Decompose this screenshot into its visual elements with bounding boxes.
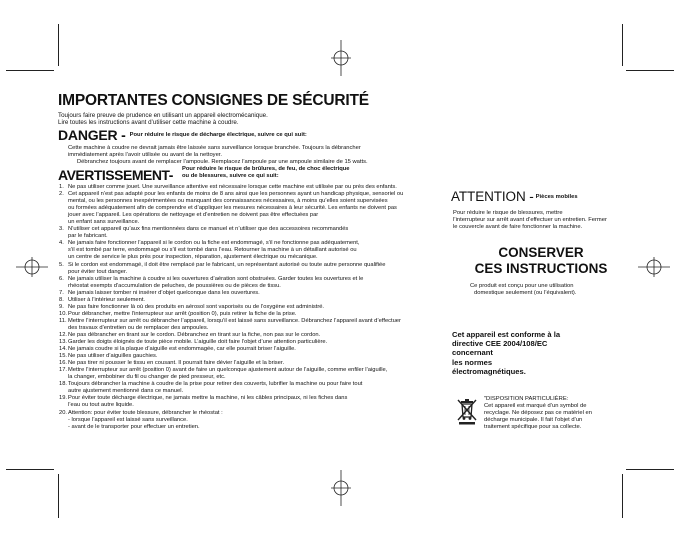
attention-line: le couvercle avant de faire fonctionner la machine.: [453, 224, 583, 231]
crop-mark: [6, 469, 54, 470]
warning-item-line: Ne pas tirer ni pousser le tissu en cousant. Il pourrait faire dévier l’aiguille et la briser.: [68, 360, 285, 367]
warning-item-line: Ne jamais coudre si la plaque d’aiguille est endommagée, car elle pourrait briser l’aiguille.: [68, 346, 296, 353]
warning-item-line: Pour débrancher, mettre l’interrupteur sur arrêt (position 0), puis retirer la fiche de la prise.: [68, 310, 297, 317]
warning-item: [59, 353, 454, 360]
keep-instructions-heading: [466, 245, 616, 277]
warning-item-line: Ne pas débrancher en tirant sur le cordon. Débranchez en tirant sur la fiche, non pas sur le cordon.: [68, 331, 321, 338]
warning-item-line: mental, ou les personnes inexpérimentées ou manquant des connaissances nécessaires, à moins qu’elles soient supervisées: [68, 198, 388, 205]
warning-item-line: Si le cordon est endommagé, il doit être remplacé par le fabricant, un représentant autorisé ou toute autre personne qualifiée: [68, 261, 386, 268]
warning-item-line: rhéostat exempts d’accumulation de peluches, de poussières ou de pièces de tissu.: [68, 282, 281, 289]
warning-item: [59, 240, 454, 261]
warning-subheading-line: Pour réduire le risque de brûlures, de feu, de choc électrique: [182, 166, 350, 172]
warning-item: [59, 410, 454, 431]
warning-item-line: Utiliser à l’intérieur seulement.: [68, 296, 146, 303]
warning-item-line: Pour éviter toute décharge électrique, ne jamais mettre la machine, ni les câbles principaux, ni les fiches dans: [68, 395, 348, 402]
danger-line: Débranchez toujours avant de remplacer l’ampoule. Remplacez l’ampoule par une ampoule similaire de 15 watts.: [77, 159, 368, 166]
attention-body: [453, 210, 643, 232]
conformity-line: directive CEE 2004/108/EC: [452, 339, 548, 349]
warning-item-number: 5.: [59, 261, 64, 268]
keep-heading-line: CES INSTRUCTIONS: [474, 261, 608, 276]
keep-heading-line: CONSERVER: [498, 245, 584, 260]
registration-mark-icon: [330, 470, 352, 506]
disposal-notice: [484, 396, 634, 431]
warning-item-line: un enfant sans surveillance.: [68, 219, 140, 226]
warning-item-line: ou formées adéquatement afin de comprendre et d’appliquer les mesures nécessaires à leur sécurité. Les enfants ne doivent pas: [68, 205, 397, 212]
warning-subheading-line: ou de blessures, suivre ce qui suit:: [182, 172, 279, 179]
warning-item: [59, 311, 454, 318]
warning-item-line: l’eau ou tout autre liquide.: [68, 402, 134, 409]
warning-item: [59, 304, 454, 311]
attention-line: Pour réduire le risque de blessures, mettre: [453, 210, 563, 216]
warning-item-line: Cet appareil n’est pas adapté pour les enfants de moins de 8 ans ainsi que les personnes ayant un handicap physique, sensoriel ou: [68, 191, 404, 198]
crop-mark: [6, 70, 54, 71]
danger-body: [68, 145, 388, 167]
danger-title: DANGER -: [58, 127, 126, 143]
crop-mark: [626, 469, 674, 470]
conformity-line: les normes: [452, 357, 493, 367]
warning-item-line: Mettre l’interrupteur sur arrêt (position 0) avant de faire un quelconque ajustement autour de l’aiguille, comme enfiler l’aiguille,: [68, 367, 388, 374]
warning-item-number: 16.: [59, 360, 67, 367]
warning-item: [59, 332, 454, 339]
disposal-line: "DISPOSITION PARTICULIÈRE:: [484, 396, 569, 402]
warning-item-line: Toujours débrancher la machine à coudre de la prise pour retirer des couverts, lubrifier la machine ou pour faire tout: [68, 381, 363, 388]
warning-item-number: 20.: [59, 409, 67, 416]
warning-item: [59, 381, 454, 395]
warning-item: [59, 276, 454, 290]
warning-item-line: par le fabricant.: [68, 233, 108, 240]
warning-item-line: autre ajustement mentionné dans ce manuel.: [68, 388, 184, 395]
warning-item-line: Garder les doigts éloignés de toute pièce mobile. L’aiguille doit faire l’objet d’une attention particulière.: [68, 339, 328, 346]
disposal-line: décharge municipale. Il fait l’objet d’un: [484, 417, 583, 424]
warning-heading: [58, 167, 173, 185]
warning-item-line: - lorsque l’appareil est laissé sans surveillance.: [68, 416, 188, 423]
attention-subheading: Pièces mobiles: [535, 194, 578, 200]
crop-mark: [622, 24, 623, 66]
danger-subheading: Pour réduire le risque de décharge électrique, suivre ce qui suit:: [129, 132, 307, 138]
disposal-line: traitement spécifique pour sa collecte.: [484, 424, 582, 431]
warning-item-number: 15.: [59, 353, 67, 360]
disposal-line: recyclage. Ne déposez pas ce matériel en: [484, 410, 592, 417]
conformity-line: concernant: [452, 348, 493, 358]
registration-mark-icon: [330, 40, 352, 76]
warning-title: AVERTISSEMENT-: [58, 167, 173, 183]
warning-item-number: 13.: [59, 339, 67, 346]
warning-item-number: 7.: [59, 289, 64, 296]
warning-item-number: 9.: [59, 303, 64, 310]
warning-item-number: 14.: [59, 346, 67, 353]
warning-item-line: Attention: pour éviter toute blessure, débrancher le rhéostat :: [68, 409, 223, 416]
warning-item: [59, 367, 454, 381]
warning-item: [59, 346, 454, 353]
crop-mark: [58, 24, 59, 66]
warning-item-line: s’il est tombé par terre, endommagé ou s’il est tombé dans l’eau. Retourner la machine à un détaillant autorisé ou: [68, 247, 357, 254]
warning-item-line: des travaux d’entretien ou de remplacer des ampoules.: [68, 324, 209, 331]
warning-list: [59, 184, 454, 431]
warning-subheading: [182, 166, 382, 180]
warning-item: [59, 339, 454, 346]
danger-line: Cette machine à coudre ne devrait jamais être laissée sans surveillance lorsque branchée. Toujours la débrancher: [68, 145, 361, 151]
conformity-statement: [452, 330, 612, 376]
warning-item-line: N’utiliser cet appareil qu’aux fins mentionnées dans ce manuel et n’utiliser que des accessoires recommandés: [68, 226, 349, 233]
attention-title: ATTENTION -: [451, 189, 534, 204]
crop-mark: [626, 70, 674, 71]
warning-item: [59, 395, 454, 409]
danger-line: immédiatement après l’avoir utilisée ou avant de la nettoyer.: [68, 152, 223, 159]
warning-item-number: 10.: [59, 310, 67, 317]
warning-item: [59, 297, 454, 304]
warning-item-line: Ne jamais laisser tomber ni insérer d’objet quelconque dans les ouvertures.: [68, 289, 260, 296]
warning-item-line: - avant de le transporter pour effectuer un entretien.: [68, 423, 200, 430]
warning-item-line: Ne pas utiliser comme jouet. Une surveillance attentive est nécessaire lorsque cette machine est utilisée par ou près des enfants.: [68, 184, 397, 190]
intro-line: Lire toutes les instructions avant d’utiliser cette machine à coudre.: [58, 119, 239, 127]
keep-line: Ce produit est conçu pour une utilisation: [470, 283, 574, 289]
crossed-out-wheelie-bin-icon: [456, 397, 478, 425]
warning-item: [59, 191, 454, 226]
danger-heading: [58, 127, 307, 145]
keep-line: domestique seulement (ou l’équivalent).: [474, 290, 577, 297]
intro-text: [58, 112, 388, 127]
warning-item-number: 1.: [59, 184, 64, 190]
warning-item: [59, 262, 454, 276]
warning-item-number: 19.: [59, 395, 67, 402]
warning-item-number: 17.: [59, 367, 67, 374]
attention-heading: [451, 188, 578, 206]
warning-item-number: 8.: [59, 296, 64, 303]
warning-item-number: 3.: [59, 226, 64, 233]
warning-item-number: 6.: [59, 275, 64, 282]
warning-item: [59, 318, 454, 332]
warning-item-number: 2.: [59, 191, 64, 198]
warning-item: [59, 360, 454, 367]
warning-item-line: un centre de service le plus près pour inspection, réparation, ajustement électrique ou mécanique.: [68, 254, 318, 261]
registration-mark-icon: [638, 256, 670, 278]
warning-item-number: 11.: [59, 317, 67, 324]
warning-item-number: 18.: [59, 381, 67, 388]
conformity-line: Cet appareil est conforme à la: [452, 330, 561, 339]
page-title: IMPORTANTES CONSIGNES DE SÉCURITÉ: [58, 92, 369, 109]
crop-mark: [622, 474, 623, 518]
warning-item-number: 4.: [59, 240, 64, 247]
warning-item-line: Mettre l’interrupteur sur arrêt ou débrancher l’appareil, lorsqu’il est laissé sans surveillance. Débranchez l’appareil avant d’effectuer: [68, 317, 401, 324]
crop-mark: [58, 474, 59, 518]
keep-instructions-body: [470, 283, 610, 297]
warning-item-line: Ne pas faire fonctionner là où des produits en aérosol sont vaporisés ou de l’oxygène est administré.: [68, 303, 325, 310]
warning-item: [59, 290, 454, 297]
warning-item: [59, 226, 454, 240]
disposal-line: Cet appareil est marqué d’un symbol de: [484, 403, 587, 410]
warning-item-number: 12.: [59, 331, 67, 338]
intro-line: Toujours faire preuve de prudence en utilisant un appareil electromécanique.: [58, 112, 268, 119]
warning-item-line: jouer avec l’appareil. Les opérations de nettoyage et d’entretien ne doivent pas être effectuées par: [68, 212, 319, 219]
attention-line: l’interrupteur sur arrêt avant d’effectuer un entretien. Fermer: [453, 217, 607, 224]
conformity-line: électromagnétiques.: [452, 366, 526, 376]
warning-item-line: Ne jamais utiliser la machine à coudre si les ouvertures d’aération sont obstruées. Garder toutes les ouvertures et le: [68, 275, 364, 282]
warning-item: [59, 184, 454, 191]
registration-mark-icon: [16, 256, 48, 278]
warning-item-line: la changer, embobiner du fil ou changer de pied presseur, etc.: [68, 374, 226, 381]
warning-item-line: pour éviter tout danger.: [68, 268, 128, 275]
warning-item-line: Ne jamais faire fonctionner l’appareil si le cordon ou la fiche est endommagé, s’il ne fonctionne pas adéquatement,: [68, 240, 360, 247]
warning-item-line: Ne pas utiliser d’aiguilles gauchies.: [68, 353, 158, 360]
